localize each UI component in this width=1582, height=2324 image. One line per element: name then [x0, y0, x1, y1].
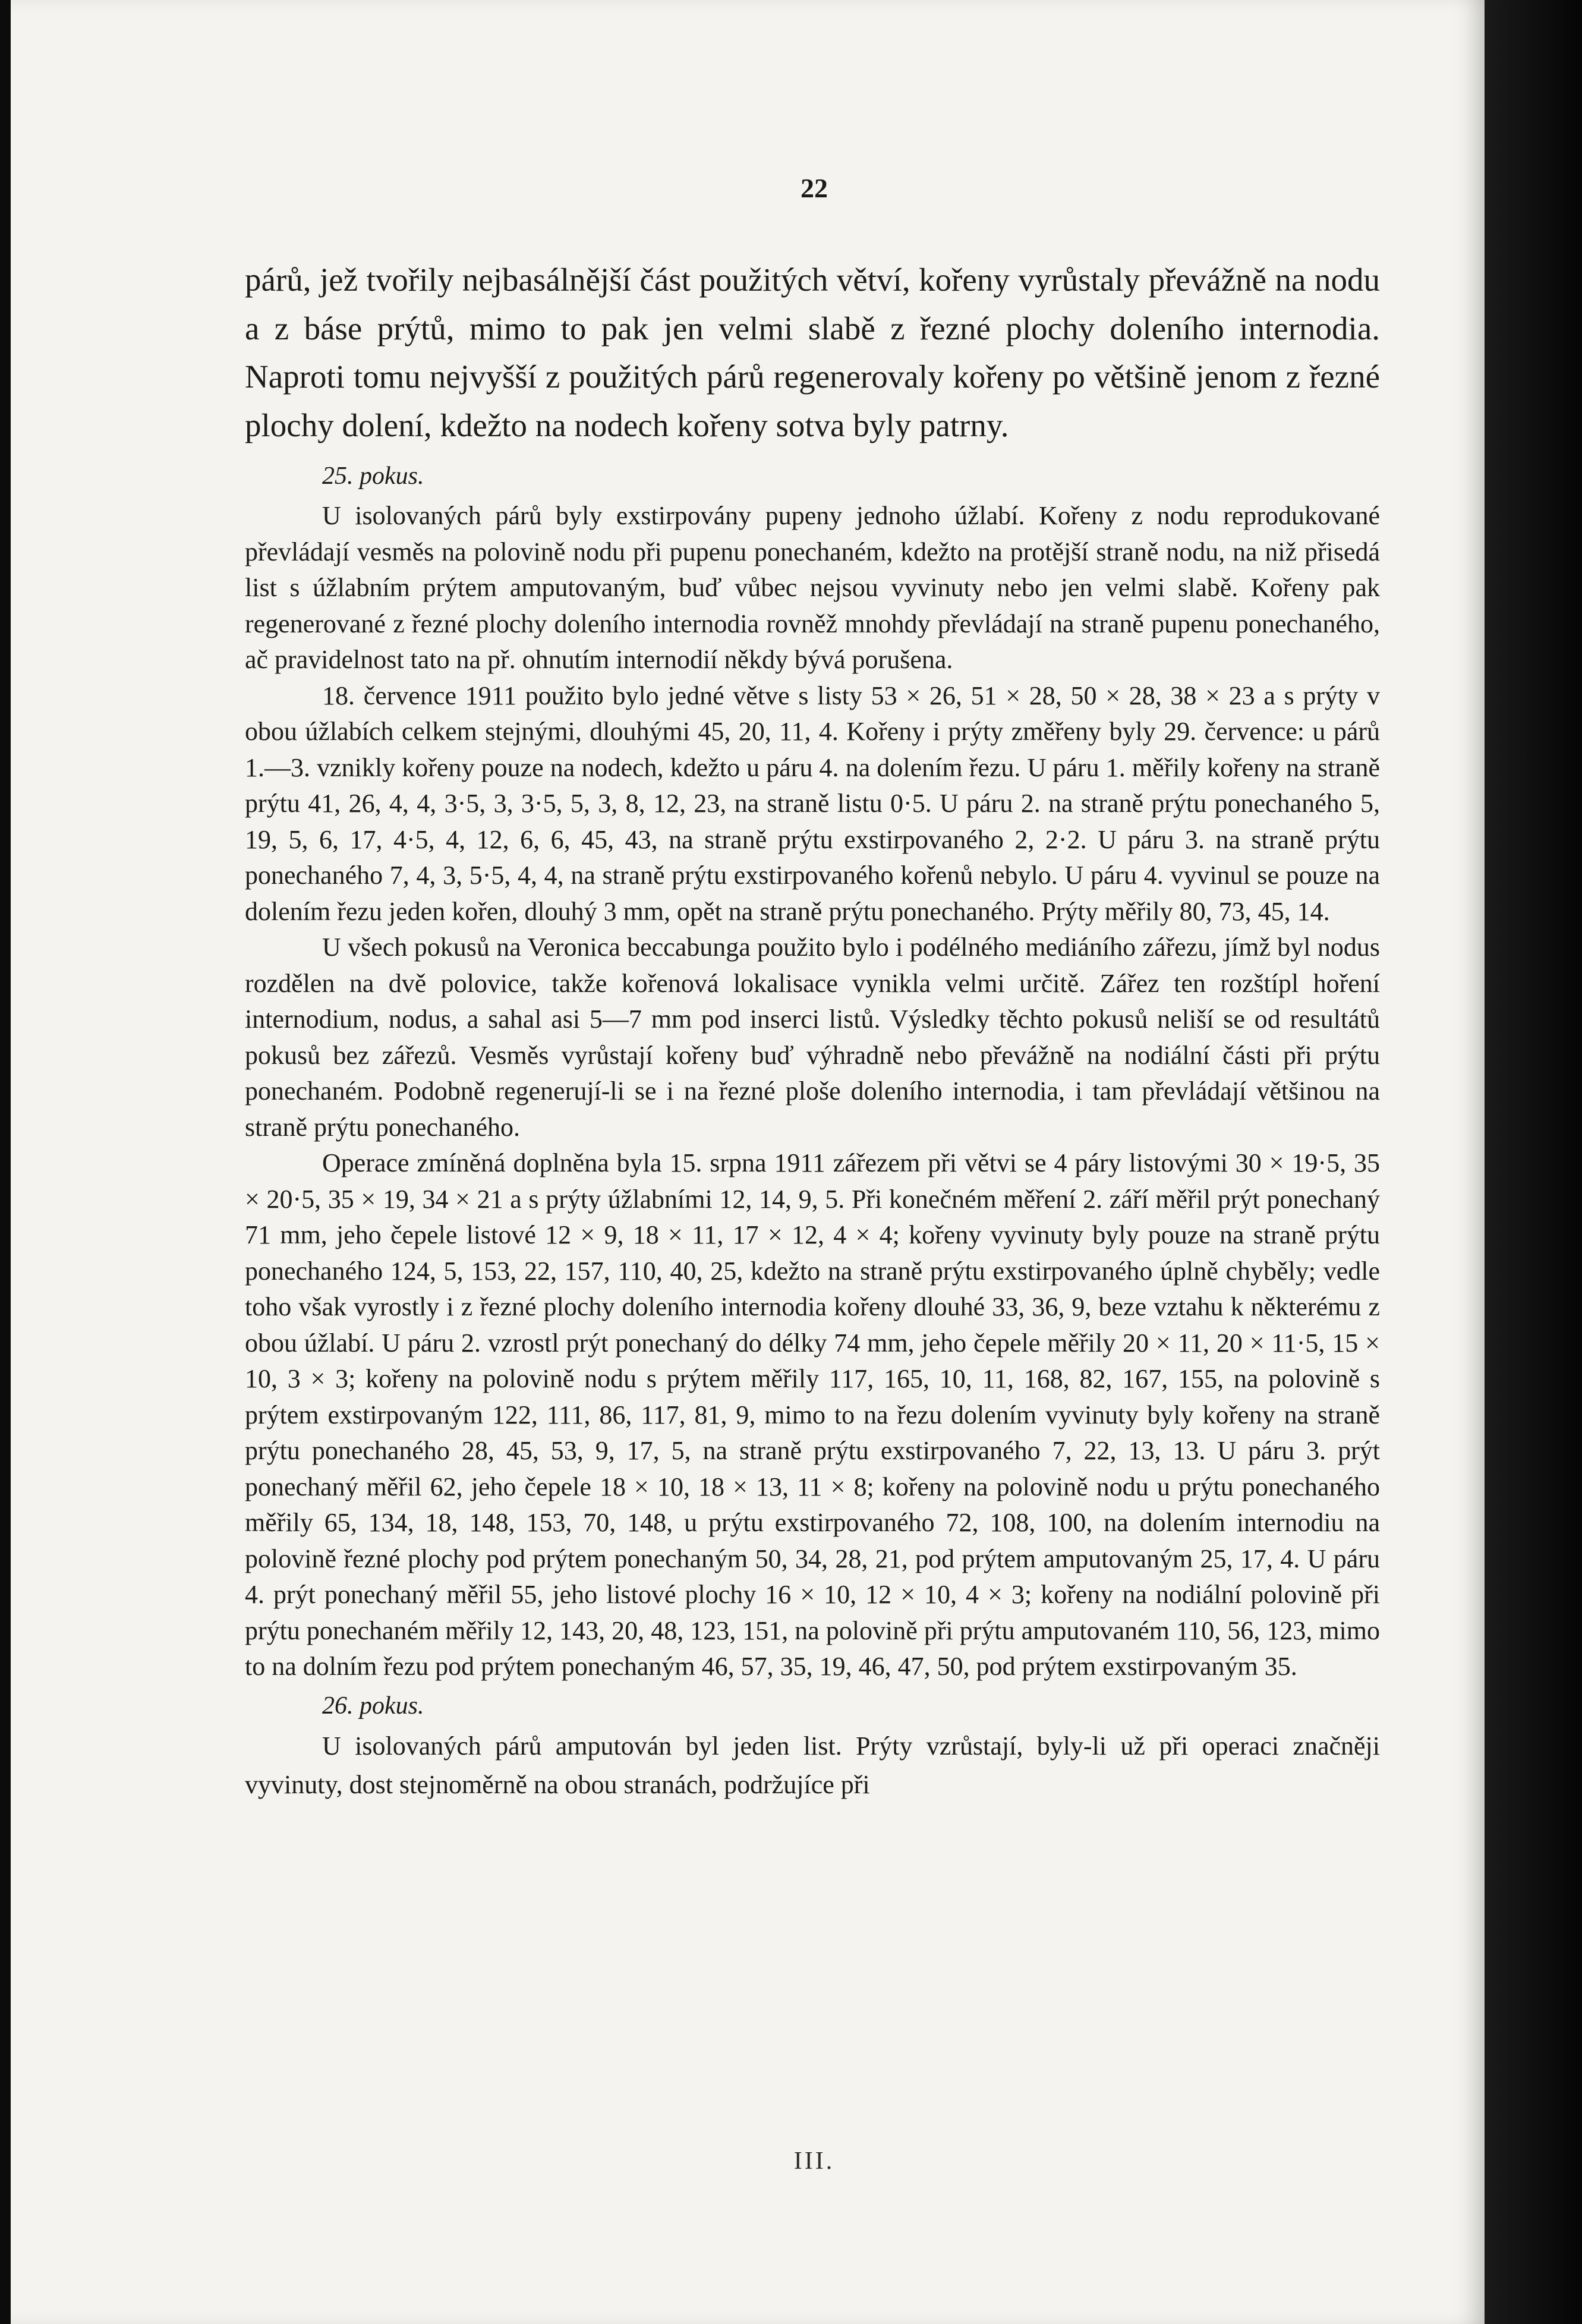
main-text [245, 256, 1380, 1804]
experiment-25-heading: 25. pokus. [322, 462, 424, 490]
experiment-25-paragraph-3: U všech pokusů na Veronica beccabunga použito bylo i podélného mediáního zářezu, jímž byl nodus rozdělen na dvě polovice, takže kořenová lokalisace vynikla velmi určitě. Zářez ten rozštípl hoření internodium, nodus, a sahal asi 5—7 mm pod inserci listů. Výsledky těchto pokusů neliší se od resultátů pokusů bez zářezů. Vesměs vyrůstají kořeny buď výhradně nebo převážně na nodiální části při prýtu ponechaném. Podobně regenerují-li se i na řezné ploše doleního internodia, i tam převládají většinou na straně prýtu ponechaného. [245, 933, 1380, 1142]
experiment-25-paragraph-2: 18. července 1911 použito bylo jedné větve s listy 53 × 26, 51 × 28, 50 × 28, 38 × 23 a s prýty v obou úžlabích celkem stejnými, dlouhými 45, 20, 11, 4. Kořeny i prýty změřeny byly 29. července: u párů 1.—3. vznikly kořeny pouze na nodech, kdežto u páru 4. na dolením řezu. U páru 1. měřily kořeny na straně prýtu 41, 26, 4, 4, 3·5, 3, 3·5, 5, 3, 8, 12, 23, na straně listu 0·5. U páru 2. na straně prýtu ponechaného 5, 19, 5, 6, 17, 4·5, 4, 12, 6, 6, 45, 43, na straně prýtu exstirpovaného 2, 2·2. U páru 3. na straně prýtu ponechaného 7, 4, 3, 5·5, 4, 4, na straně prýtu exstirpovaného kořenů nebylo. U páru 4. vyvinul se pouze na dolením řezu jeden kořen, dlouhý 3 mm, opět na straně prýtu ponechaného. Prýty měřily 80, 73, 45, 14. [245, 681, 1380, 926]
scan-background-edge [1485, 0, 1582, 2324]
experiment-26-heading: 26. pokus. [322, 1692, 424, 1720]
experiment-25-body [245, 498, 1380, 1685]
intro-section [245, 256, 1380, 449]
page-number: 22 [801, 173, 828, 203]
experiment-25-paragraph-4: Operace zmíněná doplněna byla 15. srpna 1911 zářezem při větvi se 4 páry listovými 30 × 19·5, 35 × 20·5, 35 × 19, 34 × 21 a s prýty úžlabními 12, 14, 9, 5. Při konečném měření 2. září měřil prýt ponechaný 71 mm, jeho čepele listové 12 × 9, 18 × 11, 17 × 12, 4 × 4; kořeny vyvinuty byly pouze na straně prýtu ponechaného 124, 5, 153, 22, 157, 110, 40, 25, kdežto na straně prýtu exstirpovaného úplně chyběly; vedle toho však vyrostly i z řezné plochy doleního internodia kořeny dlouhé 33, 36, 9, beze vztahu k některému z obou úžlabí. U páru 2. vzrostl prýt ponechaný do délky 74 mm, jeho čepele měřily 20 × 11, 20 × 11·5, 15 × 10, 3 × 3; kořeny na polovině nodu s prýtem měřily 117, 165, 10, 11, 168, 82, 167, 155, na polovině s prýtem exstirpovaným 122, 111, 86, 117, 81, 9, mimo to na řezu dolením vyvinuty byly kořeny na straně prýtu ponechaného 28, 45, 53, 9, 17, 5, na straně prýtu exstirpovaného 7, 22, 13, 13. U páru 3. prýt ponechaný měřil 62, jeho čepele 18 × 10, 18 × 13, 11 × 8; kořeny na polovině nodu u prýtu ponechaného měřily 65, 134, 18, 148, 153, 70, 148, u prýtu exstirpovaného 72, 108, 100, na dolením internodiu na polovině řezné plochy pod prýtem ponechaným 50, 34, 28, 21, pod prýtem amputovaným 25, 17, 4. U páru 4. prýt ponechaný měřil 55, jeho listové plochy 16 × 10, 12 × 10, 4 × 3; kořeny na nodiální polovině při prýtu ponechaném měřily 12, 143, 20, 48, 123, 151, na polovině při prýtu amputovaném 110, 56, 123, mimo to na dolním řezu pod prýtem ponechaným 46, 57, 35, 19, 46, 47, 50, pod prýtem exstirpovaným 35. [245, 1148, 1380, 1681]
signature-mark: III. [793, 2147, 835, 2175]
experiment-26-paragraph-1: U isolovaných párů amputován byl jeden list. Prýty vzrůstají, byly-li už při operaci značněji vyvinuty, dost stejnoměrně na obou stranách, podržujíce při [245, 1731, 1380, 1799]
experiment-26-body [245, 1727, 1380, 1804]
intro-paragraph: párů, jež tvořily nejbasálnější část použitých větví, kořeny vyrůstaly převážně na nodu a z báse prýtů, mimo to pak jen velmi slabě z řezné plochy doleního internodia. Naproti tomu nejvyšší z použitých párů regenerovaly kořeny po většině jenom z řezné plochy dolení, kdežto na nodech kořeny sotva byly patrny. [245, 262, 1380, 443]
experiment-25-paragraph-1: U isolovaných párů byly exstirpovány pupeny jednoho úžlabí. Kořeny z nodu reprodukované převládají vesměs na polovině nodu při pupenu ponechaném, kdežto na protější straně nodu, na niž přisedá list s úžlabním prýtem amputovaným, buď vůbec nejsou vyvinuty nebo jen velmi slabě. Kořeny pak regenerované z řezné plochy doleního internodia rovněž mnohdy převládají na straně pupenu ponechaného, ač pravidelnost tato na př. ohnutím internodií někdy bývá porušena. [245, 501, 1380, 675]
